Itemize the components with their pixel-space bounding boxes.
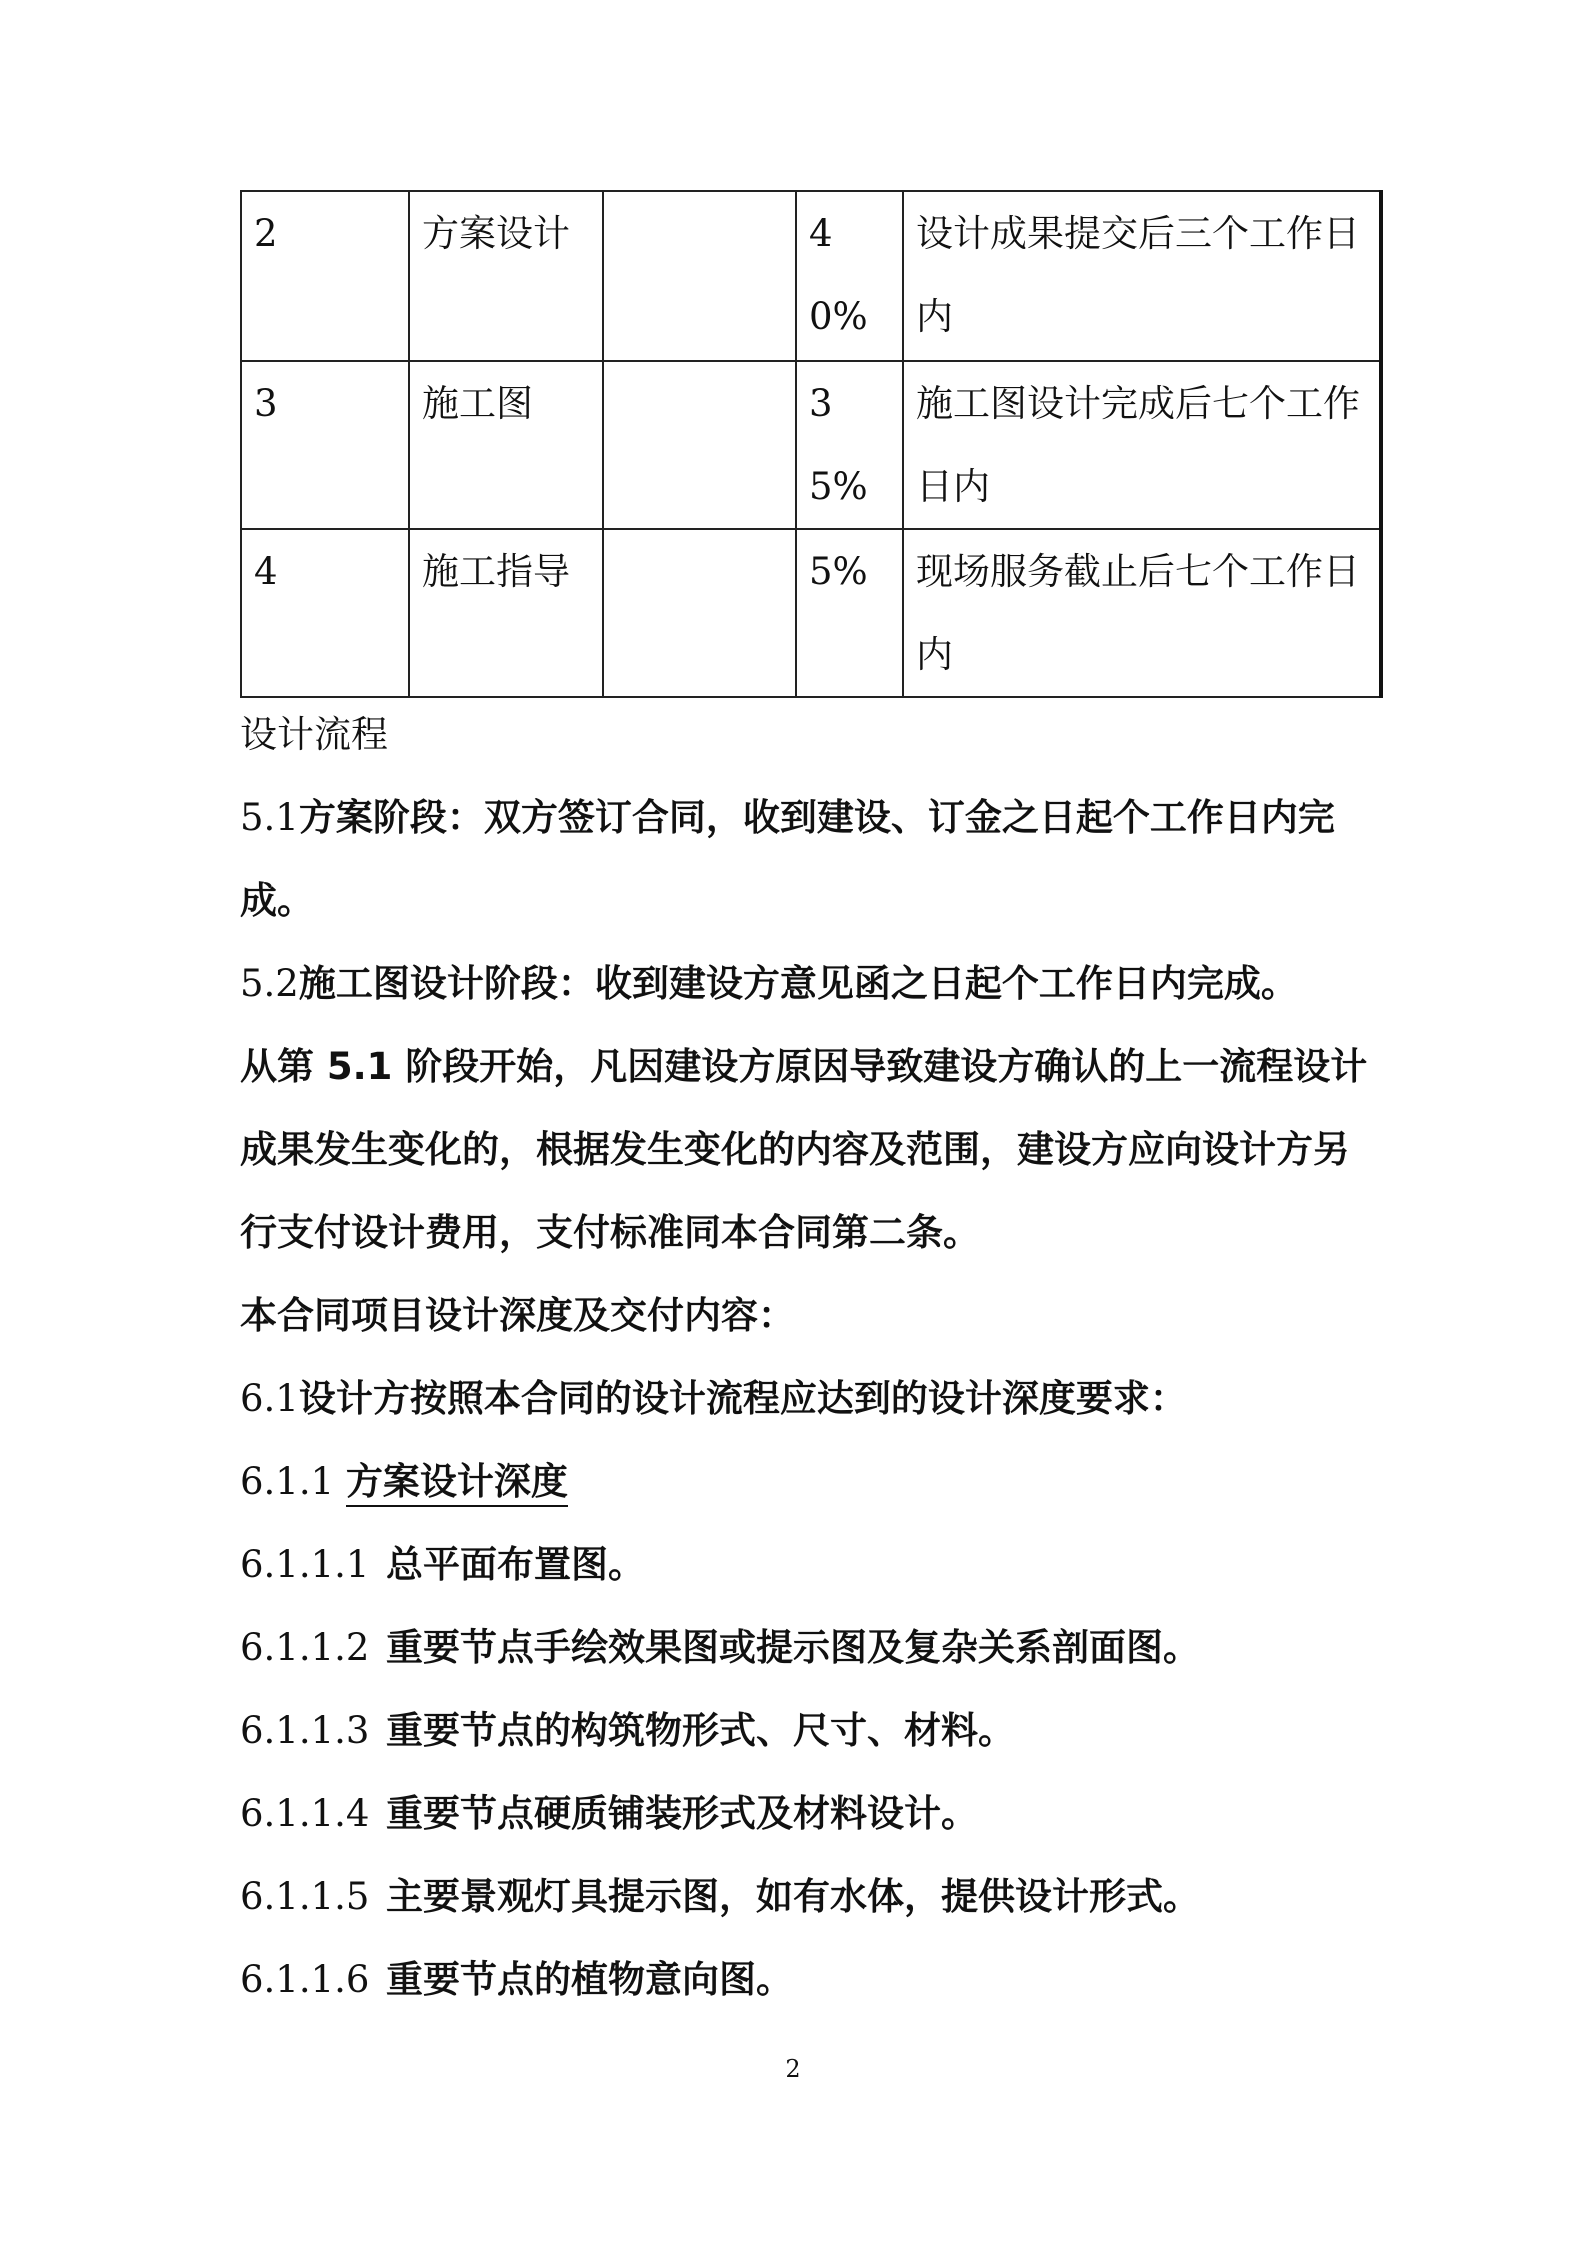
list-item — [240, 1938, 1380, 2021]
list-item — [240, 1606, 1380, 1689]
payment-schedule-table — [240, 190, 1383, 698]
stage-cell: 施工指导 — [409, 529, 603, 697]
paragraph-change-line: 行支付设计费用，支付标准同本合同第二条。 — [240, 1211, 980, 1254]
item-text: 重要节点的植物意向图。 — [386, 1958, 793, 2001]
percent-cell: 5% — [796, 529, 903, 697]
row-number-cell: 4 — [241, 529, 409, 697]
item-text: 重要节点的构筑物形式、尺寸、材料。 — [386, 1709, 1015, 1752]
clause-number: 5.2 — [240, 962, 299, 1005]
paragraph-change-line: 从第 5.1 阶段开始，凡因建设方原因导致建设方确认的上一流程设计 — [240, 1045, 1368, 1088]
table-row — [241, 191, 1381, 361]
row-number-cell: 3 — [241, 361, 409, 529]
stage-cell: 施工图 — [409, 361, 603, 529]
percent-cell: 40% — [796, 191, 903, 361]
list-item — [240, 1772, 1380, 1855]
list-item — [240, 1689, 1380, 1772]
item-code: 6.1.1.2 — [240, 1626, 370, 1669]
paragraph-5-2 — [240, 942, 1380, 1025]
empty-cell — [603, 191, 796, 361]
timing-cell: 现场服务截止后七个工作日内 — [903, 529, 1381, 697]
section-heading-design-flow: 设计流程 — [240, 713, 388, 756]
percent-cell: 35% — [796, 361, 903, 529]
timing-cell: 设计成果提交后三个工作日内 — [903, 191, 1381, 361]
item-code: 6.1.1.4 — [240, 1792, 370, 1835]
item-code: 6.1.1.6 — [240, 1958, 370, 2001]
paragraph-5-1 — [240, 776, 1380, 859]
item-text: 重要节点手绘效果图或提示图及复杂关系剖面图。 — [386, 1626, 1200, 1669]
clause-number: 5.1 — [240, 796, 299, 839]
list-item — [240, 1855, 1380, 1938]
item-code: 6.1.1.3 — [240, 1709, 370, 1752]
page-number: 2 — [785, 2055, 801, 2083]
paragraph-6-1-1 — [240, 1440, 1380, 1523]
clause-text: 施工图设计阶段：收到建设方意见函之日起个工作日内完成。 — [298, 962, 1298, 1005]
table-row — [241, 529, 1381, 697]
item-text: 重要节点硬质铺装形式及材料设计。 — [386, 1792, 978, 1835]
stage-cell: 方案设计 — [409, 191, 603, 361]
item-code: 6.1.1.1 — [240, 1543, 370, 1586]
clause-number: 6.1.1 — [240, 1460, 335, 1503]
paragraph-change-line: 成果发生变化的，根据发生变化的内容及范围，建设方应向设计方另 — [240, 1128, 1350, 1171]
paragraph-5-1-continued: 成。 — [240, 879, 314, 922]
list-item — [240, 1523, 1380, 1606]
empty-cell — [603, 361, 796, 529]
clause-title-underlined: 方案设计深度 — [346, 1460, 568, 1507]
row-number-cell: 2 — [241, 191, 409, 361]
table-row — [241, 361, 1381, 529]
clause-text: 设计方按照本合同的设计流程应达到的设计深度要求： — [298, 1377, 1187, 1420]
empty-cell — [603, 529, 796, 697]
timing-cell: 施工图设计完成后七个工作日内 — [903, 361, 1381, 529]
item-code: 6.1.1.5 — [240, 1875, 370, 1918]
item-text: 总平面布置图。 — [386, 1543, 645, 1586]
item-text: 主要景观灯具提示图，如有水体，提供设计形式。 — [386, 1875, 1200, 1918]
section-heading-design-depth: 本合同项目设计深度及交付内容： — [240, 1294, 795, 1337]
clause-text: 方案阶段：双方签订合同，收到建设、订金之日起个工作日内完 — [298, 796, 1335, 839]
clause-number: 6.1 — [240, 1377, 299, 1420]
paragraph-6-1 — [240, 1357, 1380, 1440]
